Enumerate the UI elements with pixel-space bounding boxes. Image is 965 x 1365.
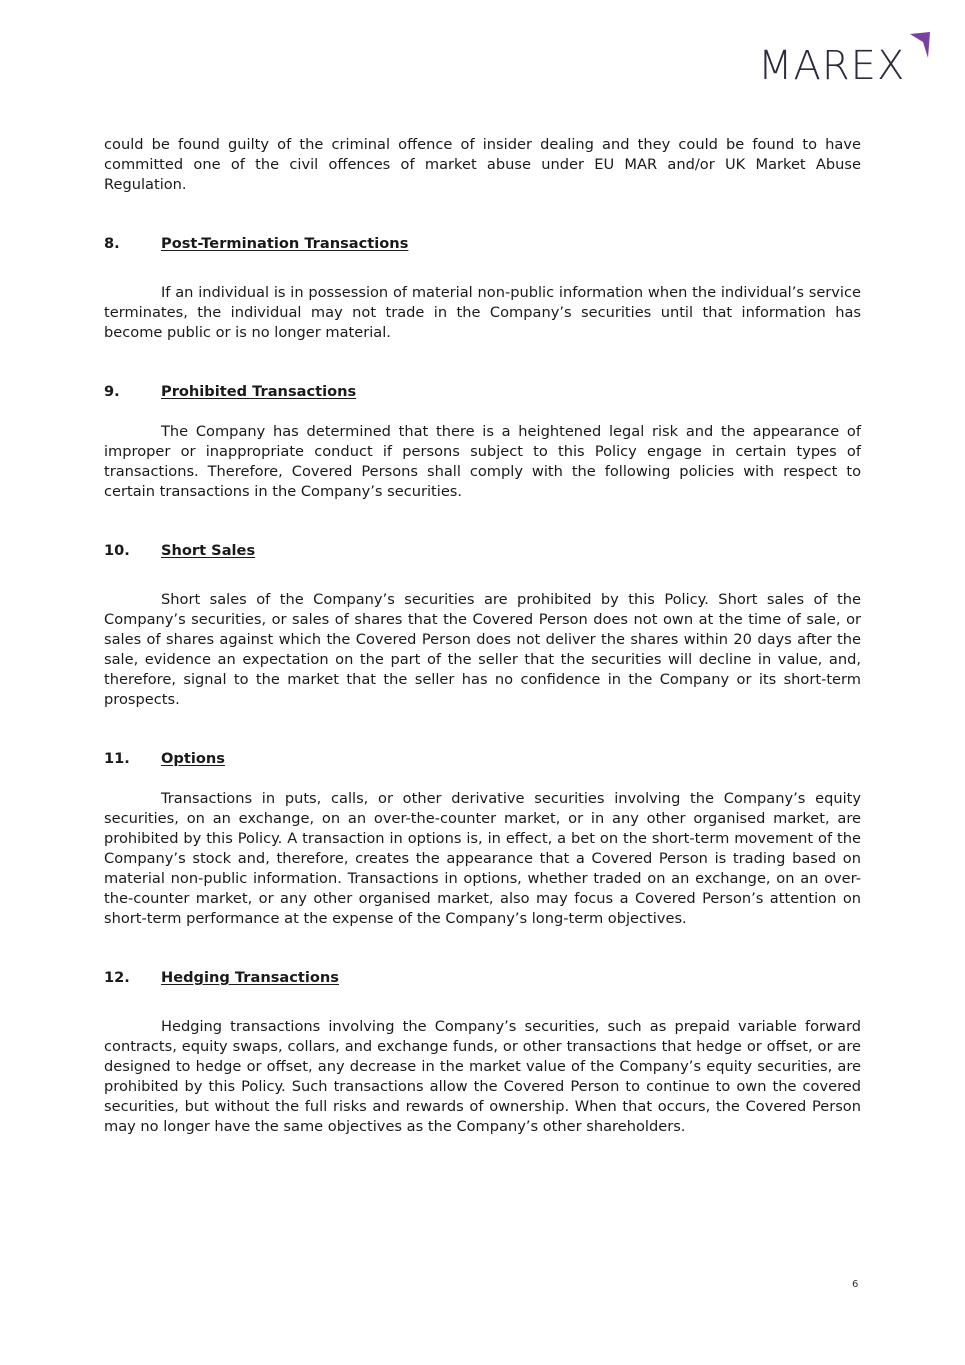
section-title: Prohibited Transactions (161, 383, 357, 400)
section-title: Post-Termination Transactions (161, 235, 409, 252)
section-title: Short Sales (161, 542, 256, 559)
section-title: Hedging Transactions (161, 969, 339, 986)
section-body-10: Short sales of the Company’s securities are prohibited by this Policy. Short sales of the Company’s securities, or sales of shares that the Covered Person does not own at the time of sale, or sales of shares against which the Covered Person does not deliver the shares within 20 days after the sale, evidence an expectation on the part of the seller that the securities will decline in value, and, therefore, signal to the market that the seller has no confidence in the Company or its short-term prospects. (104, 591, 861, 708)
section-heading-8 (104, 234, 861, 254)
section-heading-11 (104, 749, 861, 769)
logo-arrow-icon (904, 30, 932, 60)
section-body-12: Hedging transactions involving the Company’s securities, such as prepaid variable forward contracts, equity swaps, collars, and exchange funds, or other transactions that hedge or offset, or are designed to hedge or offset, any decrease in the market value of the Company’s equity securities, are prohibited by this Policy. Such transactions allow the Covered Person to continue to own the covered securities, but without the full risks and rewards of ownership. When that occurs, the Covered Person may no longer have the same objectives as the Company’s other shareholders. (104, 1018, 861, 1135)
document-body (104, 135, 861, 1137)
section-number: 10. (104, 542, 130, 559)
page-number: 6 (852, 1279, 859, 1290)
section-title: Options (161, 750, 225, 767)
section-heading-9 (104, 382, 861, 402)
section-heading-12 (104, 968, 861, 988)
section-number: 12. (104, 969, 130, 986)
section-body-9: The Company has determined that there is a heightened legal risk and the appearance of improper or inappropriate conduct if persons subject to this Policy engage in certain types of transactions. Therefore, Covered Persons shall comply with the following policies with respect to certain transactions in the Company’s securities. (104, 423, 861, 500)
logo-text: MAREX (758, 43, 906, 89)
marex-logo (758, 30, 933, 90)
section-number: 9. (104, 383, 120, 400)
section-number: 8. (104, 235, 120, 252)
section-heading-10 (104, 541, 861, 561)
intro-paragraph: could be found guilty of the criminal offence of insider dealing and they could be found to have committed one of the civil offences of market abuse under EU MAR and/or UK Market Abuse Regulation. (104, 136, 861, 193)
section-body-11: Transactions in puts, calls, or other derivative securities involving the Company’s equity securities, on an exchange, on an over-the-counter market, or in any other organised market, are prohibited by this Policy. A transaction in options is, in effect, a bet on the short-term movement of the Company’s stock and, therefore, creates the appearance that a Covered Person is trading based on material non-public information. Transactions in options, whether traded on an exchange, on an over-the-counter market, or any other organised market, also may focus a Covered Person’s attention on short-term performance at the expense of the Company’s long-term objectives. (104, 790, 861, 927)
section-number: 11. (104, 750, 130, 767)
section-body-8: If an individual is in possession of material non-public information when the individual’s service terminates, the individual may not trade in the Company’s securities until that information has become public or is no longer material. (104, 284, 861, 341)
